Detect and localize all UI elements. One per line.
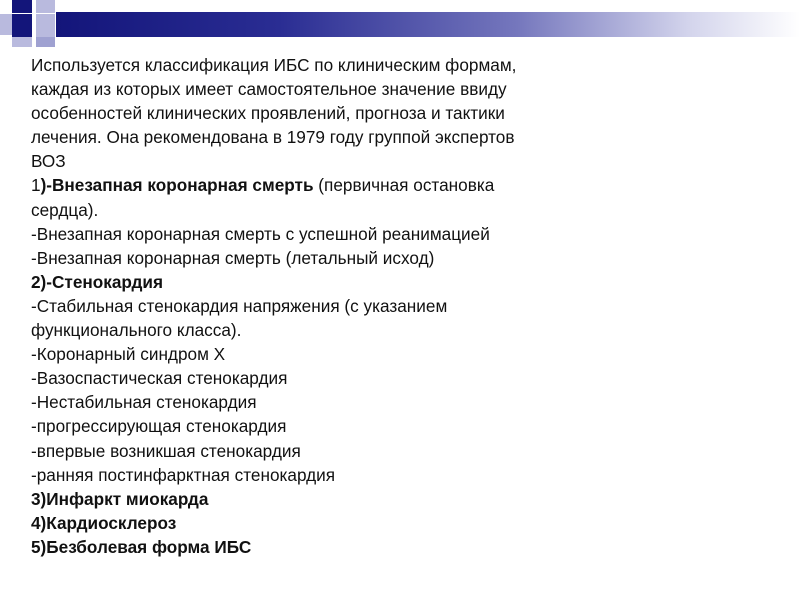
- section-2-heading: 2)-Стенокардия: [31, 271, 164, 292]
- deco-square-lavender: [36, 0, 55, 13]
- section-1-title: )-Внезапная коронарная смерть: [40, 175, 314, 196]
- deco-square-navy: [12, 0, 32, 13]
- deco-square-lavender: [0, 14, 12, 35]
- section-4-heading: 4)Кардиосклероз: [31, 512, 177, 533]
- section-1-number: 1: [31, 175, 41, 196]
- deco-square-lavender: [36, 37, 55, 47]
- list-item: -Внезапная коронарная смерть с успешной реанимацией: [31, 223, 490, 244]
- intro-line: лечения. Она рекомендована в 1979 году группой экспертов: [31, 127, 515, 148]
- intro-line: Используется классификация ИБС по клиническим формам,: [31, 55, 517, 75]
- list-item: -впервые возникшая стенокардия: [31, 440, 301, 461]
- list-item: -Внезапная коронарная смерть (летальный исход): [31, 247, 435, 268]
- list-item: -ранняя постинфарктная стенокардия: [31, 464, 336, 485]
- section-1-note-cont: сердца).: [31, 199, 99, 220]
- intro-line: каждая из которых имеет самостоятельное значение ввиду: [31, 79, 507, 100]
- section-1-heading: [31, 173, 691, 197]
- intro-line: особенностей клинических проявлений, прогноза и тактики: [31, 103, 505, 124]
- list-item: -прогрессирующая стенокардия: [31, 416, 287, 437]
- slide-body: [31, 53, 691, 559]
- header-gradient-bar: [56, 12, 800, 37]
- list-item: -Нестабильная стенокардия: [31, 392, 257, 413]
- section-1-note: (первичная остановка: [313, 175, 495, 196]
- list-item: -Вазоспастическая стенокардия: [31, 368, 288, 389]
- deco-square-lavender: [12, 37, 32, 47]
- section-3-heading: 3)Инфаркт миокарда: [31, 488, 209, 509]
- list-item: функционального класса).: [31, 320, 242, 341]
- deco-square-navy: [12, 14, 32, 37]
- list-item: -Коронарный синдром Х: [31, 344, 226, 365]
- deco-square-lavender: [36, 14, 55, 37]
- intro-line: ВОЗ: [31, 151, 66, 172]
- list-item: -Стабильная стенокардия напряжения (с указанием: [31, 295, 448, 316]
- section-5-heading: 5)Безболевая форма ИБС: [31, 536, 252, 557]
